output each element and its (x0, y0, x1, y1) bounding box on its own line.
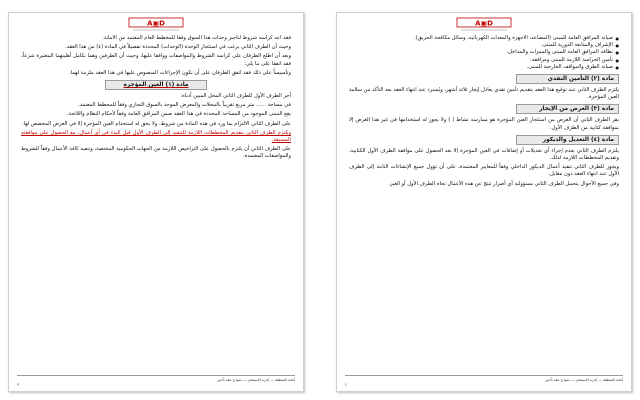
page-number: ٢ (345, 382, 348, 387)
paragraph: وتأسيساً على ذلك فقد اتفق الطرفان على أن تكون الإجراءات المنصوص عليها في هذا العقد ملزمة لهما. (68, 69, 291, 76)
section-heading: مادة (١) العين المؤجرة (105, 80, 208, 90)
bullet-list (349, 35, 619, 71)
paragraph-highlighted: ويلتزم الطرف الثاني بتقديم المخططات اللازمة للتنفيذ إلى الطرف الأول قبل البدء في أي أعمال، مع الحصول على موافقته المسبقة. (21, 129, 291, 144)
page-content (349, 35, 619, 371)
paragraph: يلتزم الطرف الثاني بعدم إجراء أي تعديلات أو إضافات في العين المؤجرة إلا بعد الحصول على موافقة الطرف الأول الكتابية، وتقديم المخططات اللازمة لذلك. (349, 147, 619, 162)
list-item: ● صيانة المرافق العامة للمبنى (المصاعد، الأجهزة والمعدات الكهربائية، وسائل مكافحة الحريق). (349, 35, 619, 42)
paragraph: في مساحة ...... متر مربع تقريباً بالمحلات والمعرض الموحد بالسوق التجاري وفقاً للمخطط المعتمد. (78, 102, 291, 109)
list-item: ● نظافة المرافق العامة للمبنى والممرات والمداخل. (349, 49, 619, 56)
page-footer (345, 375, 623, 387)
document-page-left (8, 12, 304, 392)
paragraph: على الطرف الثاني أن يلتزم بالحصول على التراخيص اللازمة من الجهات الحكومية المختصة، وتنفيذ كافة الأعمال وفقاً للشروط والمواصفات المعتمدة. (21, 146, 291, 160)
section-heading: مادة (٢) التأمين النقدي (516, 74, 619, 84)
paragraph: وحيث أن الطرف الثاني يرغب في استئجار الوحدة (الوحدات) المحددة تفصيلاً في المادة (٤) من هذا العقد. (65, 44, 291, 51)
paragraph: يقع المبنى الموجود من المساحة المحددة في هذا العقد ضمن المرافق العامة وفقاً لأحكام النظام واللائحة. (66, 111, 291, 118)
paragraph: يقر الطرف الثاني أن الغرض من استئجار العين المؤجرة هو ممارسة نشاط ( ) ولا يجوز له استخدامها في غير هذا الغرض إلا بموافقة كتابية من الطرف الأول. (349, 117, 619, 131)
list-item: ● الإشراف والمتابعة الدورية للمبنى. (349, 42, 619, 49)
paragraph: ويجوز للطرف الثاني تنفيذ أعمال الديكور الداخلي وفقاً للمعايير المعتمدة، على أن تؤول جميع الإنشاءات الثابتة إلى الطرف الأول عند انتهاء العقد دون مقابل. (349, 164, 619, 178)
paragraph: أجر الطرف الأول للطرف الثاني المحل المبين أدناه: (180, 93, 291, 100)
section-heading: مادة (٣) الغرض من الإيجار (516, 104, 619, 114)
svg-text:A▣D: A▣D (147, 19, 165, 28)
svg-text:A▣D: A▣D (475, 19, 493, 28)
page-content (21, 35, 291, 371)
list-item: ● صيانة الطرق والمواقف الخارجية للمبنى. (349, 64, 619, 71)
page-footer (17, 375, 295, 387)
logo-icon (449, 15, 519, 33)
paragraph: فقد أعد كراسة شروط لتأجير وحدات هذا السوق وفقاً للمخطط العام المعتمد من الأمانة. (102, 35, 291, 41)
document-page-right (336, 12, 632, 392)
section-heading: مادة (٤) التعديل والديكور (516, 135, 619, 145)
footer-text: أمانة المنطقة — إدارة الاستثمار — نموذج عقد تأجير (217, 378, 295, 382)
logo-icon (121, 15, 191, 33)
paragraph: وفي جميع الأحوال يتحمل الطرف الثاني مسؤولية أي أضرار تنتج عن هذه الأعمال تجاه الطرف الأول أو الغير. (388, 180, 619, 187)
paragraph: على الطرف الثاني الالتزام بما ورد في هذه المادة من شروط، ولا يحق له استخدام العين المؤجرة إلا في الغرض المخصص لها. (22, 120, 291, 127)
paragraph: يلتزم الطرف الثاني عند توقيع هذا العقد بتقديم تأمين نقدي يعادل إيجار ثلاثة أشهر، ويُسترد عند انتهاء العقد بعد التأكد من سلامة العين المؤجرة. (349, 87, 619, 101)
paragraph: وبعد أن اطلع الطرفان على كراسة الشروط والمواصفات ووافقا عليها، وحيث أن الطرفين وهما بكامل أهليتهما المعتبرة شرعاً، فقد اتفقا على ما يلي: (21, 53, 291, 67)
list-item: ● تأمين الحراسة اللازمة للمبنى ومرافقه. (349, 57, 619, 64)
page-number: ٣ (17, 382, 20, 387)
footer-text: أمانة المنطقة — إدارة الاستثمار — نموذج عقد تأجير (545, 378, 623, 382)
